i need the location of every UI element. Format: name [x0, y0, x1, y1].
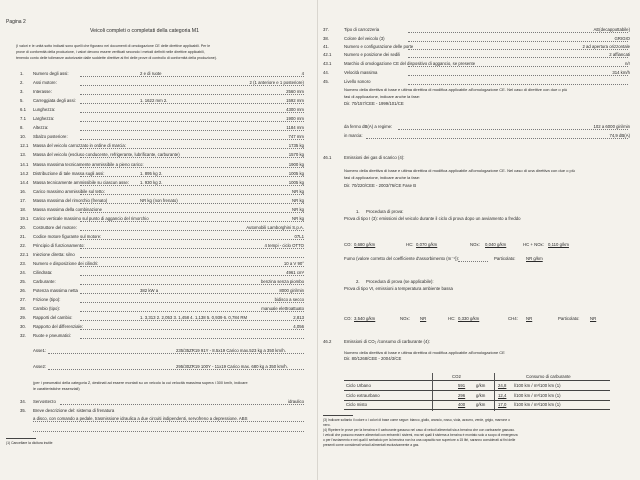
row-dots — [80, 148, 304, 149]
consumption-value: 17,0 — [498, 402, 507, 407]
row-dots — [80, 257, 304, 258]
proc1-label: Procedura di prova: — [366, 209, 404, 214]
p2-nox-value: NR — [420, 316, 427, 321]
row-dots — [80, 329, 304, 330]
row-value: manuale elettroattuato — [261, 306, 304, 312]
row-dots — [33, 431, 304, 432]
row-dots — [80, 311, 304, 312]
row-number: 35. — [20, 408, 26, 413]
brake-description: a disco, con comando a pedale, trasmissione idraulica a due circuiti indipendenti, servofreno a depressione. ABS — [33, 416, 248, 421]
co2-value: 591 — [458, 383, 466, 388]
row-mid-value: 1. 895 kg 2. — [140, 170, 163, 176]
proc2-desc: Prova di tipo VI, emissioni a temperatura ambiente bassa — [344, 286, 453, 291]
row-value: 2,813 — [293, 315, 304, 321]
row-dots — [80, 139, 304, 140]
co-label: CO: — [344, 242, 352, 247]
tyre-note: (per i pneumatici della categoria Z, destinati ad essere montati su un veicolo la cui velocità massima supera i 300 km/h, indicare — [33, 381, 248, 385]
row-label: Massa massima del rimorchio (frenato) — [33, 197, 108, 203]
row-value: 4 — [301, 71, 304, 76]
axle-1-label: Asse1: — [33, 348, 47, 353]
row-dots — [80, 112, 304, 113]
consumption-header: Consumo di carburante — [526, 374, 571, 379]
row-number: 10. — [20, 134, 26, 140]
co2-label: Emissioni di CO₂ /consumo di carburante (4): — [344, 339, 430, 344]
row-value: NR kg — [292, 215, 304, 221]
row-dots — [80, 320, 304, 321]
row-label: Carburante: — [33, 279, 56, 285]
table-rule — [344, 380, 610, 381]
row-label: Massa del veicolo carrozzato in ordine di marcia: — [33, 143, 126, 149]
row-dots — [80, 103, 304, 104]
axle-1-value: 235/35ZR19 91Y - 8.5x19 Carico max.523 kg a 350 km/h. — [176, 348, 286, 353]
row-dots — [80, 85, 304, 86]
row-label: Carico massimo ammissibile sul tetto: — [33, 188, 105, 194]
row-number: 34. — [20, 399, 26, 404]
co2-unit: g/km — [476, 392, 486, 398]
row-number: 1. — [20, 71, 24, 76]
row-dots — [80, 338, 304, 339]
row-mid-value: 1. 1622 mm 2. — [140, 98, 168, 104]
row-number: 28. — [20, 306, 26, 312]
row-label: Marchio di omologazione CE del dispositivo di aggancio, se presente — [344, 61, 476, 66]
footnote: (3) Indicare soltanto il colore o i colori di base come segue: bianco, giallo, arancio, rosso, viola, azzurro, verde, grigio, marrone o — [323, 418, 510, 422]
row-dots — [60, 404, 304, 405]
row-label: Massa massima della combinazione — [33, 206, 103, 212]
proc1-number: 1. — [356, 209, 360, 214]
consumption-value: 12,4 — [498, 392, 507, 398]
particulate-label: Particolato: — [494, 256, 516, 261]
row-value: 4 tempi - ciclo OTTO — [264, 242, 304, 248]
row-dots — [80, 185, 304, 186]
cycle-label: Ciclo misto — [346, 402, 368, 407]
row-label: Distribuzione di tale massa sugli assi: — [33, 170, 105, 176]
row-value: n/r — [624, 61, 630, 66]
co2-text: Numero della direttiva di base e ultima direttiva di modifica applicabile all'omologazione CE — [344, 350, 505, 355]
row-value: benzina senza piombo — [261, 279, 304, 285]
table-rule — [344, 400, 610, 401]
row-label: Frizione (tipo): — [33, 297, 61, 303]
row-value: NR kg — [292, 188, 304, 194]
row-label: Lunghezza: — [33, 107, 56, 113]
noise-still-label: da fermo dB(A) a regime: — [344, 124, 393, 129]
row-label: Breve descrizione del: sistema di frenatura — [33, 408, 115, 413]
footnote: nero. — [323, 423, 331, 427]
co2-unit: g/km — [476, 383, 486, 388]
row-value: 2 affiancati — [609, 52, 630, 57]
row-dots — [408, 57, 628, 58]
co2-value: 400 — [458, 402, 466, 407]
row-value: 1184 mm — [286, 125, 304, 131]
row-value: 4961 cm³ — [286, 270, 304, 276]
row-value: NR kg — [292, 206, 304, 212]
footnote-rule — [6, 438, 36, 439]
row-value: GRIGIO — [614, 36, 630, 41]
hc-label: HC: — [406, 242, 414, 247]
row-dots — [80, 302, 304, 303]
row-label: Codice motore figurante sul motore: — [33, 233, 102, 239]
axle-2-value: 295/30ZR19 100Y - 11x19 Carico max. 680 kg a 350 km/h. — [176, 364, 288, 369]
row-value: 8000 giri/min — [279, 288, 304, 294]
row-dots — [80, 293, 304, 294]
row-number: 14.2 — [20, 170, 29, 176]
proc2-number: 2. — [356, 279, 360, 284]
row-number: 37. — [323, 27, 329, 32]
row-value: 1900 mm — [286, 116, 304, 122]
hcnox-label: HC + NOx: — [523, 242, 544, 247]
row-value: 1570 kg — [288, 152, 304, 158]
p2-co-value: 3,540 g/km — [354, 316, 376, 321]
row-value: 07L1 — [294, 233, 304, 239]
row-value: 2 ad apertura orizzontale — [582, 44, 630, 49]
row-number: 19.1 — [20, 215, 29, 221]
smoke-label: Fumo (valore corretto del coefficiente d'assorbimento (m⁻¹)): — [344, 256, 460, 261]
row-dots — [80, 275, 304, 276]
row-number: 44. — [323, 70, 329, 75]
row-dots — [80, 167, 304, 168]
row-value: AE(decappottabile) — [593, 27, 630, 32]
row-dots — [80, 266, 304, 267]
row-label: Altezza: — [33, 125, 49, 131]
row-dots — [80, 194, 304, 195]
row-value: 4,056 — [293, 324, 304, 330]
row-label: Numero e disposizione dei cilindri: — [33, 261, 99, 267]
row-label: Tipo di carrozzeria — [344, 27, 380, 32]
nox-value: 0,040 g/km — [485, 242, 507, 247]
intro-line: tenendo conto delle tolleranze autorizzate dalle suddette direttive ai fini delle prove di controllo di conformità della produzione). — [16, 56, 217, 60]
row-number: 2. — [20, 80, 24, 86]
row-number: 3. — [20, 89, 24, 95]
row-dots — [80, 239, 304, 240]
row-label: Massa tecnicamente ammissibile su ciascun asse: — [33, 179, 130, 185]
row-dots — [80, 94, 304, 95]
consumption-unit: l/100 km / m³/100 km (1) — [514, 392, 561, 398]
noise-text: Numero della direttiva di base e ultima direttiva di modifica applicabile all'omologazione CE. Nel caso di direttive con due o più — [344, 87, 568, 92]
page-label: Pagina 2 — [6, 19, 26, 25]
axle-2-label: Asse2: — [33, 364, 47, 369]
row-number: 38. — [323, 36, 329, 41]
row-label: Potenza massima netta — [33, 288, 78, 294]
row-mid-value: 382 kW a — [140, 288, 159, 294]
row-dots — [80, 157, 304, 158]
row-label: Carreggiata degli assi: — [33, 98, 76, 104]
axle-2-dots — [48, 369, 304, 370]
row-dots — [408, 84, 628, 85]
consumption-unit: l/100 km / m³/100 km (1) — [514, 402, 561, 407]
footnote: o per l'avviamento e nei quali il serbatoio per la benzina non ha una capacità non superiore a 15 litri, saranno considerati ai fini delle — [323, 438, 516, 442]
p2-ch4-value: NR — [526, 316, 533, 321]
p2-particulate-value: NR — [590, 316, 597, 321]
row-number: 14.4 — [20, 179, 29, 185]
row-number: 32. — [20, 333, 26, 339]
row-number: 20. — [20, 224, 26, 230]
co2-value: 296 — [458, 392, 466, 398]
row-number: 24. — [20, 270, 26, 276]
intro-line: prove di conformità della produzione, i valori devono essere verificati secondo i metodi definiti nelle direttive applicabili, — [16, 50, 205, 54]
row-label: Ruote e pneumatici: — [33, 333, 72, 339]
row-label: Interasse: — [33, 89, 52, 95]
cycle-label: Ciclo extraurbano — [346, 392, 380, 398]
footnote-rule — [323, 415, 353, 416]
p2-hc-value: 0,330 g/km — [458, 316, 480, 321]
table-divider — [432, 373, 433, 411]
row-value: 314 km/h — [612, 70, 630, 75]
row-number: 22. — [20, 242, 26, 248]
row-dots — [80, 284, 304, 285]
row-dots — [80, 76, 304, 77]
row-label: Cambio (tipo): — [33, 306, 60, 312]
row-value: NR kg — [292, 197, 304, 203]
row-value: 4300 mm — [286, 107, 304, 113]
co2-number: 46.2 — [323, 339, 332, 344]
left-column — [0, 0, 318, 480]
noise-motion-label: in marcia: — [344, 133, 363, 138]
row-number: 22.1 — [20, 252, 29, 257]
row-value: idraulico — [287, 399, 304, 404]
row-dots — [80, 248, 304, 249]
row-dots — [408, 75, 628, 76]
row-value: 1592 mm — [286, 98, 304, 104]
row-dots — [80, 176, 304, 177]
row-label: Massa massima tecnicamente ammissibile a pieno carico: — [33, 161, 144, 167]
axle-1-dots — [48, 353, 304, 354]
row-dots — [458, 261, 488, 262]
row-number: 16. — [20, 188, 26, 194]
row-label: Livello sonoro — [344, 79, 371, 84]
row-label: Massa del veicolo (escluso conducente, refrigerante, lubrificante, carburante) — [33, 152, 180, 158]
hcnox-value: 0,110 g/km — [548, 242, 569, 247]
row-value: 747 mm — [288, 134, 304, 140]
row-value: 1005 kg — [288, 170, 304, 176]
co2-directive: Dir. 80/1268/CEE - 2004/3/CE — [344, 356, 402, 361]
row-dots — [80, 130, 304, 131]
row-number: 5. — [20, 98, 24, 104]
row-number: 18. — [20, 206, 26, 212]
row-number: 25. — [20, 279, 26, 285]
row-label: Assi motore: — [33, 80, 57, 86]
row-value: bidisco a secco — [274, 297, 304, 303]
row-number: 14.1 — [20, 161, 29, 167]
particulate-value: NR g/km — [526, 256, 543, 261]
row-label: Sbalzo posteriore: — [33, 134, 68, 140]
row-label: Iniezione diretta: si/no — [33, 252, 75, 257]
row-number: 23. — [20, 261, 26, 267]
noise-text: fasi di applicazione, indicare anche la fase: — [344, 94, 421, 99]
emissions-directive: Dir. 70/220/CEE - 2003/76/CE Fase B — [344, 183, 417, 188]
emissions-label: Emissioni dei gas di scarico (4): — [344, 155, 405, 160]
p2-ch4-label: CH4: — [508, 316, 518, 321]
row-number: 13. — [20, 152, 26, 158]
row-number: 29. — [20, 315, 26, 321]
co-value: 0,680 g/km — [354, 242, 376, 247]
row-label: Colore del veicolo (3) — [344, 36, 385, 41]
emissions-text: fasi di applicazione, indicare anche la fase: — [344, 175, 421, 180]
row-dots — [366, 138, 628, 139]
row-number: 30. — [20, 324, 26, 330]
row-label: Principio di funzionamento: — [33, 242, 85, 248]
p2-hc-label: HC: — [448, 316, 456, 321]
row-label: Rapporto del differenziale: — [33, 324, 84, 330]
row-label: Numero degli assi: — [33, 71, 69, 76]
p2-co-label: CO: — [344, 316, 352, 321]
proc2-label: Procedura di prova (se applicabile): — [366, 279, 434, 284]
row-label: Numero e posizione dei sedili — [344, 52, 401, 57]
row-dots — [33, 421, 304, 422]
row-number: 21. — [20, 233, 26, 239]
emissions-number: 46.1 — [323, 155, 332, 160]
table-divider — [494, 373, 495, 411]
noise-motion-value: 74,9 dB(A) — [609, 133, 630, 138]
row-label: Numero e configurazione delle porte — [344, 44, 414, 49]
hc-value: 0,070 g/km — [416, 242, 438, 247]
row-number: 27. — [20, 297, 26, 303]
p2-nox-label: NOx: — [400, 316, 410, 321]
row-label: Larghezza: — [33, 116, 55, 122]
row-mid-value: 2 e di ruote — [140, 71, 162, 76]
row-dots — [408, 32, 628, 33]
table-rule — [344, 390, 610, 391]
row-number: 7.1 — [20, 116, 26, 122]
row-label: Velocità massima — [344, 70, 378, 75]
footnote: I veicoli che possono essere alimentati con entrambi i sistemi, ma nei quali il sistema a benzina è montato solo a scopo di emergenza — [323, 433, 518, 437]
row-value: 1735 kg — [288, 143, 304, 149]
row-number: 41. — [323, 44, 329, 49]
row-value: 1005 kg — [288, 179, 304, 185]
row-mid-value: NR kg (non frenato) — [140, 197, 178, 203]
row-label: Servosterzo — [33, 399, 56, 404]
row-value: Automobili Lamborghini S.p.A. — [246, 224, 304, 230]
footnote: (4) Ripetere le prove per la benzina e il carburante gassoso nel caso di veicoli alimentati sia a benzina che con carburante gassoso. — [323, 428, 516, 432]
row-number: 8. — [20, 125, 24, 131]
consumption-value: 24,8 — [498, 383, 507, 388]
row-label: Rapporti del cambio: — [33, 315, 73, 321]
row-mid-value: 1. 3,313 2. 2,053 3. 1,458 4. 1,138 5. 0,939 6. 0,784 RM — [140, 315, 248, 321]
row-number: 26. — [20, 288, 26, 294]
row-dots — [80, 230, 304, 231]
noise-directive: Dir. 70/157/CEE - 1999/101/CE — [344, 101, 404, 106]
co2-header: CO2 — [452, 374, 461, 379]
co2-unit: g/km — [476, 402, 486, 407]
row-dots — [408, 41, 628, 42]
row-number: 42.1 — [323, 52, 332, 57]
row-dots — [80, 221, 304, 222]
row-dots — [80, 203, 304, 204]
row-value: 2 (1 anteriore e 1 posteriore) — [249, 80, 304, 86]
noise-still-value: 102 a 6000 giri/min — [593, 124, 630, 129]
row-value: 1900 kg — [288, 161, 304, 167]
row-label: Costruttore del motore: — [33, 224, 77, 230]
row-number: 45. — [323, 79, 329, 84]
row-mid-value: 1. 930 kg 2. — [140, 179, 163, 185]
row-dots — [80, 212, 304, 213]
row-value: 10 a V 90° — [283, 261, 304, 267]
proc1-desc: Prova di tipo I (3): emissioni del veicolo durante il ciclo di prova dopo un avviamento a freddo — [344, 216, 521, 221]
row-dots — [408, 66, 628, 67]
p2-particulate-label: Particolato: — [558, 316, 580, 321]
tyre-note: le caratteristiche essenziali) — [33, 387, 80, 391]
row-number: 17. — [20, 197, 26, 203]
emissions-text: Numero della direttiva di base e ultima direttiva di modifica applicabile all'omologazione CE. Nel caso di una direttiva con due o più — [344, 168, 575, 173]
row-number: 12.1 — [20, 143, 29, 149]
cycle-label: Ciclo Urbano — [346, 383, 371, 388]
row-number: 6.1 — [20, 107, 26, 113]
table-rule — [344, 409, 610, 410]
intro-line: (I valori e le unità sotto indicati sono quelli che figurano nei documenti di omologazione CE delle direttive applicabili. Per le — [16, 44, 211, 48]
row-number: 43.1 — [323, 61, 332, 66]
footnote: presenti come considerati veicoli alimentati esclusivamente a gas. — [323, 443, 420, 447]
row-dots — [408, 49, 628, 50]
right-column — [318, 0, 640, 480]
row-label: Carico verticale massimo sul punto di aggancio del rimorchio — [33, 215, 149, 221]
row-label: Cilindrata: — [33, 270, 53, 276]
consumption-unit: l/100 km / m³/100 km (1) — [514, 383, 561, 388]
page-title: Veicoli completi o completati della categoria M1 — [90, 28, 199, 34]
footnote: (1) Cancellare la dicitura inutile — [6, 441, 53, 445]
row-dots — [398, 129, 628, 130]
row-dots — [80, 121, 304, 122]
row-value: 2560 mm — [286, 89, 304, 95]
nox-label: NOx: — [470, 242, 480, 247]
